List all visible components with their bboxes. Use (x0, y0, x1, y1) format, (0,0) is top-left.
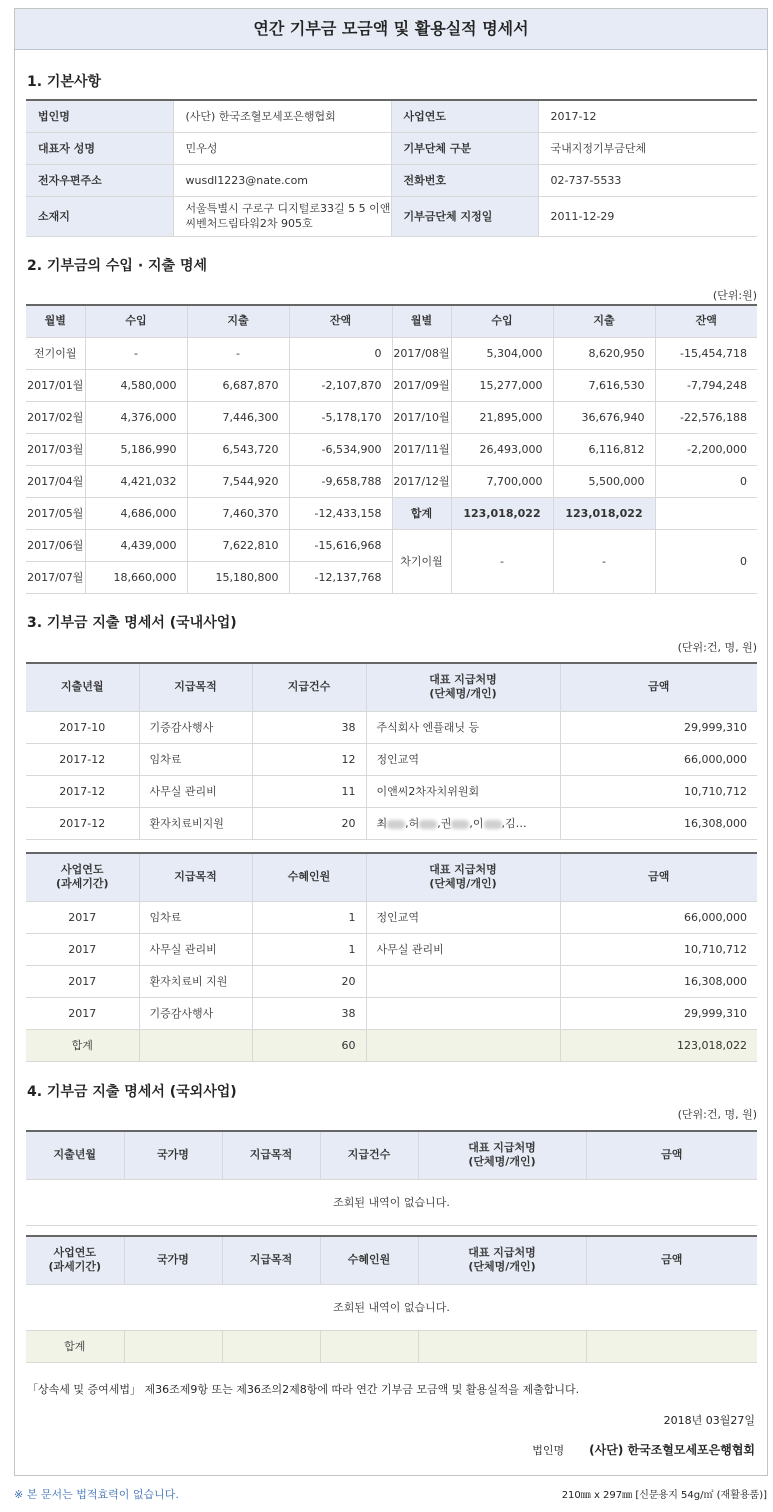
column-header: 수혜인원 (252, 853, 366, 901)
table-cell: 10,710,712 (560, 775, 757, 807)
table-cell: 2017/01월 (26, 369, 85, 401)
column-header: 금액 (560, 663, 757, 711)
table-cell: 20 (252, 965, 366, 997)
table-row (26, 529, 757, 561)
table-cell: 전기이월 (26, 337, 85, 369)
total-row (26, 1029, 757, 1061)
column-header: 지급건수 (320, 1131, 418, 1179)
field-label: 법인명 (26, 100, 173, 132)
table-cell: 기증감사행사 (139, 997, 252, 1029)
column-header: 지급목적 (222, 1236, 320, 1284)
table-row (26, 775, 757, 807)
field-value: (사단) 한국조혈모세포은행협회 (173, 100, 391, 132)
table-cell: 11 (252, 775, 366, 807)
masked-name: ,허 (405, 817, 420, 830)
table-cell: 7,616,530 (553, 369, 655, 401)
table-row (26, 100, 757, 132)
redaction-mark (387, 820, 405, 829)
table-cell: 5,500,000 (553, 465, 655, 497)
field-value: 서울특별시 구로구 디지털로33길 5 5 이앤씨벤처드림타워2차 905호 (173, 196, 391, 236)
total-cell (366, 1029, 560, 1061)
table-cell: 8,620,950 (553, 337, 655, 369)
table-cell: 2017/07월 (26, 561, 85, 593)
table-row (26, 743, 757, 775)
field-value: 02-737-5533 (538, 164, 757, 196)
table-cell: 2017-12 (26, 807, 139, 839)
table-cell: 36,676,940 (553, 401, 655, 433)
column-header: 국가명 (124, 1236, 222, 1284)
submission-statement: 「상속세 및 증여세법」 제36조제9항 또는 제36조의2제8항에 따라 연간 기부금 모금액 및 활용실적을 제출합니다. (27, 1383, 580, 1396)
table-cell: 환자치료비지원 (139, 807, 252, 839)
table-row (26, 807, 757, 839)
table-row (26, 196, 757, 236)
table-cell: 4,421,032 (85, 465, 187, 497)
field-value: 2017-12 (538, 100, 757, 132)
table-cell: 7,544,920 (187, 465, 289, 497)
table-cell: -9,658,788 (289, 465, 392, 497)
table-cell: 2017/02월 (26, 401, 85, 433)
document-frame (14, 8, 768, 1476)
table-cell: 0 (655, 465, 757, 497)
total-cell (139, 1029, 252, 1061)
column-header: 수혜인원 (320, 1236, 418, 1284)
masked-name: ,권 (437, 817, 452, 830)
table-cell: 29,999,310 (560, 997, 757, 1029)
table-cell: 2017 (26, 901, 139, 933)
section-basic-heading: 1. 기본사항 (27, 74, 102, 90)
table-cell: 1 (252, 901, 366, 933)
paper-spec: 210㎜ x 297㎜ [신문용지 54g/㎡ (재활용품)] (561, 1490, 767, 1501)
table-cell: 5,186,990 (85, 433, 187, 465)
table-cell: 29,999,310 (560, 711, 757, 743)
table-cell: 2017 (26, 997, 139, 1029)
total-income: 123,018,022 (451, 497, 553, 529)
table-cell: 2017/05월 (26, 497, 85, 529)
unit-label: (단위:원) (712, 289, 757, 302)
domestic-beneficiary-table (26, 852, 757, 1062)
field-label: 소재지 (26, 196, 173, 236)
table-row (26, 132, 757, 164)
table-cell: 66,000,000 (560, 901, 757, 933)
table-cell: - (85, 337, 187, 369)
table-cell: 기증감사행사 (139, 711, 252, 743)
table-cell: -2,107,870 (289, 369, 392, 401)
table-cell: 10,710,712 (560, 933, 757, 965)
table-row (26, 164, 757, 196)
table-row (26, 711, 757, 743)
section-domestic-heading: 3. 기부금 지출 명세서 (국내사업) (27, 615, 237, 631)
table-cell: 7,446,300 (187, 401, 289, 433)
empty-message: 조회된 내역이 없습니다. (26, 1179, 757, 1225)
table-cell: 2017/06월 (26, 529, 85, 561)
empty-message: 조회된 내역이 없습니다. (26, 1284, 757, 1330)
table-cell: 임차료 (139, 743, 252, 775)
column-header: 잔액 (655, 305, 757, 337)
table-cell: 환자치료비 지원 (139, 965, 252, 997)
submission-date: 2018년 03월27일 (663, 1414, 755, 1427)
column-header: 지급목적 (139, 853, 252, 901)
column-header: 잔액 (289, 305, 392, 337)
total-cell: 123,018,022 (560, 1029, 757, 1061)
carry-forward: 0 (655, 529, 757, 593)
table-row (26, 933, 757, 965)
column-header: 금액 (586, 1236, 757, 1284)
table-cell: 사무실 관리비 (139, 775, 252, 807)
field-value: 국내지정기부금단체 (538, 132, 757, 164)
field-label: 대표자 성명 (26, 132, 173, 164)
total-cell: 합계 (26, 1029, 139, 1061)
field-value: 민우성 (173, 132, 391, 164)
table-row (26, 337, 757, 369)
column-header: 지급목적 (222, 1131, 320, 1179)
masked-name: ,김… (501, 817, 527, 830)
table-cell: -15,454,718 (655, 337, 757, 369)
column-header: 수입 (451, 305, 553, 337)
table-cell: -12,137,768 (289, 561, 392, 593)
column-header: 지급건수 (252, 663, 366, 711)
table-cell: 2017/03월 (26, 433, 85, 465)
table-cell: 6,687,870 (187, 369, 289, 401)
table-cell: 2017 (26, 933, 139, 965)
table-cell: 2017/04월 (26, 465, 85, 497)
column-header: 지출 (553, 305, 655, 337)
field-label: 기부금단체 지정일 (391, 196, 538, 236)
domestic-expense-table (26, 662, 757, 840)
document-title: 연간 기부금 모금액 및 활용실적 명세서 (15, 9, 767, 50)
table-cell: 5,304,000 (451, 337, 553, 369)
section-income-heading: 2. 기부금의 수입 · 지출 명세 (27, 258, 207, 274)
total-label: 합계 (392, 497, 451, 529)
column-header: 사업연도 (과세기간) (26, 1236, 124, 1284)
table-cell: 주식회사 엔플래닛 등 (366, 711, 560, 743)
table-row (26, 965, 757, 997)
masked-name: 최 (376, 817, 388, 830)
field-label: 기부단체 구분 (391, 132, 538, 164)
org-label: 법인명 (532, 1444, 565, 1457)
table-cell: 12 (252, 743, 366, 775)
field-label: 전화번호 (391, 164, 538, 196)
masked-name: ,이 (469, 817, 484, 830)
table-cell: 사무실 관리비 (139, 933, 252, 965)
table-cell: 15,277,000 (451, 369, 553, 401)
column-header: 국가명 (124, 1131, 222, 1179)
column-header: 금액 (586, 1131, 757, 1179)
table-cell: 20 (252, 807, 366, 839)
table-row (26, 433, 757, 465)
total-label: 합계 (26, 1330, 124, 1362)
table-cell: 66,000,000 (560, 743, 757, 775)
table-cell: 임차료 (139, 901, 252, 933)
table-row (26, 997, 757, 1029)
legal-note: ※ 본 문서는 법적효력이 없습니다. (14, 1488, 179, 1501)
table-cell: 4,376,000 (85, 401, 187, 433)
table-cell: - (187, 337, 289, 369)
table-cell: -22,576,188 (655, 401, 757, 433)
unit-label: (단위:건, 명, 원) (677, 641, 757, 654)
table-cell: 7,622,810 (187, 529, 289, 561)
column-header: 대표 지급처명 (단체명/개인) (418, 1131, 586, 1179)
column-header: 지출년월 (26, 1131, 124, 1179)
table-cell: -7,794,248 (655, 369, 757, 401)
table-cell (366, 965, 560, 997)
table-row (26, 901, 757, 933)
table-cell: 사무실 관리비 (366, 933, 560, 965)
table-cell: 16,308,000 (560, 965, 757, 997)
total-expense: 123,018,022 (553, 497, 655, 529)
table-cell: 38 (252, 711, 366, 743)
org-name: (사단) 한국조혈모세포은행협회 (589, 1443, 755, 1457)
redaction-mark (451, 820, 469, 829)
basic-info-table (26, 99, 757, 237)
redaction-mark (419, 820, 437, 829)
table-cell: 2017/08월 (392, 337, 451, 369)
table-cell: 이앤씨2차자치위원회 (366, 775, 560, 807)
table-cell: 7,460,370 (187, 497, 289, 529)
table-cell: 0 (289, 337, 392, 369)
table-cell: 6,543,720 (187, 433, 289, 465)
carry-forward: - (553, 529, 655, 593)
table-cell: 2017/09월 (392, 369, 451, 401)
table-cell: -6,534,900 (289, 433, 392, 465)
column-header: 대표 지급처명 (단체명/개인) (366, 853, 560, 901)
table-cell: 2017-12 (26, 775, 139, 807)
field-label: 전자우편주소 (26, 164, 173, 196)
total-balance (655, 497, 757, 529)
table-cell: 2017-12 (26, 743, 139, 775)
total-cell: 60 (252, 1029, 366, 1061)
field-value: 2011-12-29 (538, 196, 757, 236)
table-cell: -12,433,158 (289, 497, 392, 529)
income-expense-table (26, 304, 757, 594)
column-header: 대표 지급처명 (단체명/개인) (418, 1236, 586, 1284)
table-row (26, 465, 757, 497)
table-cell: -15,616,968 (289, 529, 392, 561)
column-header: 지급목적 (139, 663, 252, 711)
table-cell: 4,439,000 (85, 529, 187, 561)
table-row (26, 369, 757, 401)
carry-forward: - (451, 529, 553, 593)
table-cell: 7,700,000 (451, 465, 553, 497)
table-cell (366, 997, 560, 1029)
unit-label: (단위:건, 명, 원) (677, 1108, 757, 1121)
table-cell: 2017/10월 (392, 401, 451, 433)
table-cell: -5,178,170 (289, 401, 392, 433)
table-cell: 4,580,000 (85, 369, 187, 401)
table-cell: 정인교역 (366, 901, 560, 933)
table-cell: -2,200,000 (655, 433, 757, 465)
field-label: 사업연도 (391, 100, 538, 132)
table-cell: 4,686,000 (85, 497, 187, 529)
overseas-expense-table (26, 1130, 757, 1226)
field-value: wusdl1223@nate.com (173, 164, 391, 196)
column-header: 대표 지급처명 (단체명/개인) (366, 663, 560, 711)
redaction-mark (484, 820, 502, 829)
column-header: 금액 (560, 853, 757, 901)
column-header: 월별 (26, 305, 85, 337)
table-cell: 2017/11월 (392, 433, 451, 465)
table-cell: 38 (252, 997, 366, 1029)
overseas-beneficiary-table (26, 1235, 757, 1363)
table-cell: 18,660,000 (85, 561, 187, 593)
table-cell: 2017/12월 (392, 465, 451, 497)
column-header: 월별 (392, 305, 451, 337)
table-cell: 2017 (26, 965, 139, 997)
table-row (26, 401, 757, 433)
column-header: 지출년월 (26, 663, 139, 711)
column-header: 사업연도 (과세기간) (26, 853, 139, 901)
table-cell: 6,116,812 (553, 433, 655, 465)
table-cell: 2017-10 (26, 711, 139, 743)
signature-line (532, 1441, 755, 1458)
table-cell: 16,308,000 (560, 807, 757, 839)
table-cell: 15,180,800 (187, 561, 289, 593)
table-cell: 정인교역 (366, 743, 560, 775)
table-row (26, 497, 757, 529)
column-header: 수입 (85, 305, 187, 337)
table-cell: 21,895,000 (451, 401, 553, 433)
column-header: 지출 (187, 305, 289, 337)
table-cell: 26,493,000 (451, 433, 553, 465)
section-overseas-heading: 4. 기부금 지출 명세서 (국외사업) (27, 1084, 237, 1100)
table-cell (366, 807, 560, 839)
table-cell: 1 (252, 933, 366, 965)
carry-forward: 차기이월 (392, 529, 451, 593)
